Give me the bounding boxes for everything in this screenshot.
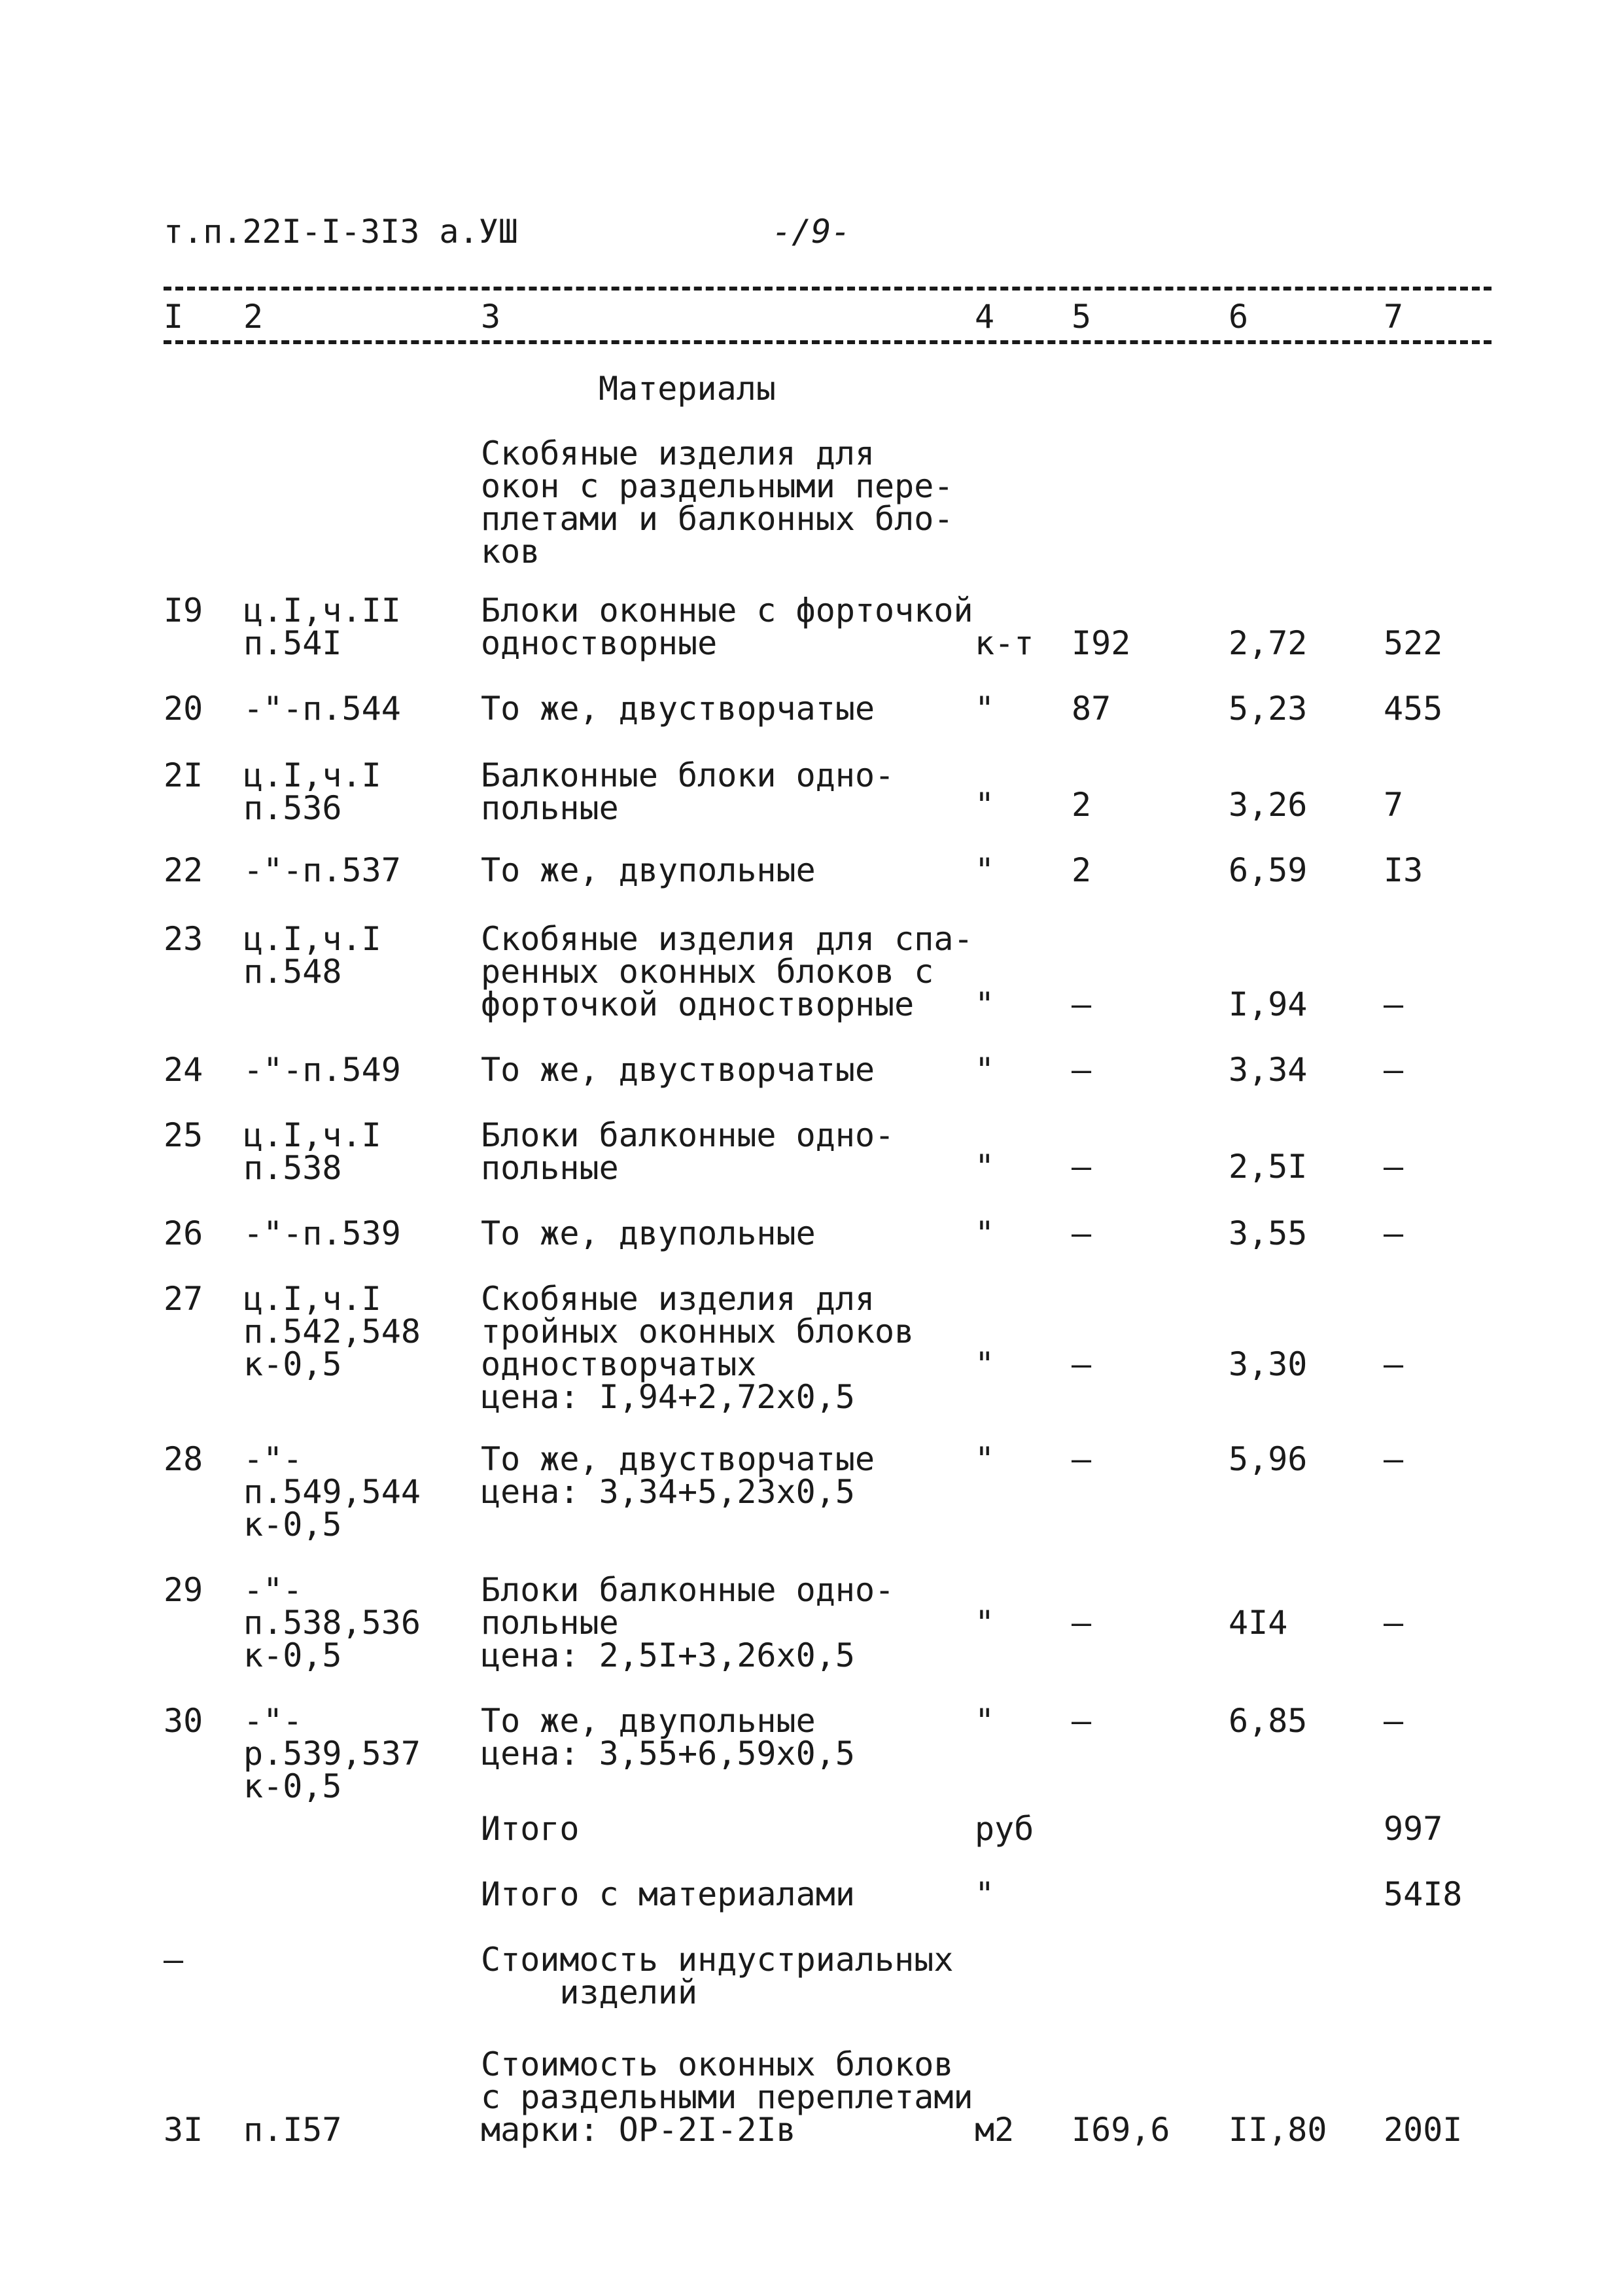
row-description: Балконные блоки одно- польные	[481, 756, 895, 827]
row-total: 455	[1384, 690, 1443, 728]
row-price: 6,85	[1229, 1702, 1308, 1740]
row-total: 200I	[1384, 2111, 1463, 2149]
row-price: 3,34	[1229, 1051, 1308, 1089]
row-reference: ц.I,ч.I п.538	[243, 1116, 381, 1187]
table-top-rule	[164, 287, 1492, 291]
table-row	[0, 1280, 1623, 1416]
row-number: 27	[164, 1280, 203, 1318]
row-quantity: 2	[1072, 851, 1092, 889]
table-row	[0, 690, 1623, 728]
row-reference: -"-п.537	[243, 851, 401, 889]
row-unit: руб	[975, 1810, 1034, 1848]
row-reference: -"- п.538,536 к-0,5	[243, 1571, 421, 1674]
row-unit: "	[975, 786, 995, 824]
document-reference: т.п.22I-I-3I3 а.УШ	[164, 213, 518, 251]
row-number: 24	[164, 1051, 203, 1089]
row-unit: "	[975, 1604, 995, 1642]
table-row-heading	[0, 1941, 1623, 2011]
row-unit: "	[975, 1148, 995, 1186]
row-number: —	[164, 1941, 184, 1979]
row-reference: -"-п.544	[243, 690, 401, 728]
row-reference: ц.I,ч.I п.548	[243, 920, 381, 991]
row-total: –	[1384, 1345, 1404, 1383]
row-description: То же, двустворчатые	[481, 1051, 875, 1089]
row-price: 5,96	[1229, 1440, 1308, 1478]
table-row	[0, 756, 1623, 827]
row-number: 3I	[164, 2111, 203, 2149]
column-header-4: 4	[975, 298, 995, 336]
row-price: I,94	[1229, 985, 1308, 1023]
row-unit: "	[975, 1051, 995, 1089]
row-price: 2,72	[1229, 624, 1308, 662]
row-quantity: –	[1072, 1345, 1092, 1383]
table-row	[0, 592, 1623, 662]
row-number: 20	[164, 690, 203, 728]
row-reference: ц.I,ч.I п.536	[243, 756, 381, 827]
table-row	[0, 1440, 1623, 1544]
row-description: То же, двупольные	[481, 851, 816, 889]
section-intro: Скобяные изделия для окон с раздельными пере- плетами и балконных бло- ков	[481, 434, 954, 571]
column-header-7: 7	[1384, 298, 1404, 336]
row-description: Блоки балконные одно- польные	[481, 1116, 895, 1187]
table-row	[0, 1571, 1623, 1674]
row-number: 25	[164, 1116, 203, 1154]
row-total: 7	[1384, 786, 1404, 824]
row-total: 54I8	[1384, 1875, 1463, 1913]
row-unit: "	[975, 1440, 995, 1478]
row-reference: ц.I,ч.II п.54I	[243, 592, 401, 662]
row-number: I9	[164, 592, 203, 629]
row-quantity: I69,6	[1072, 2111, 1170, 2149]
page-number: -/9-	[772, 213, 851, 251]
row-unit: м2	[975, 2111, 1015, 2149]
table-row-total	[0, 1810, 1623, 1848]
row-description: Итого с материалами	[481, 1875, 855, 1913]
row-quantity: –	[1072, 985, 1092, 1023]
row-reference: -"-п.539	[243, 1214, 401, 1252]
row-total: –	[1384, 1604, 1404, 1642]
table-row	[0, 920, 1623, 1023]
row-total: –	[1384, 1051, 1404, 1089]
table-header-rule	[164, 340, 1492, 344]
row-number: 22	[164, 851, 203, 889]
row-unit: к-т	[975, 624, 1034, 662]
row-total: –	[1384, 1214, 1404, 1252]
row-unit: "	[975, 1345, 995, 1383]
column-header-3: 3	[481, 298, 501, 336]
row-unit: "	[975, 851, 995, 889]
column-header-2: 2	[243, 298, 264, 336]
row-price: 2,5I	[1229, 1148, 1308, 1186]
row-total: –	[1384, 1702, 1404, 1740]
row-total: –	[1384, 985, 1404, 1023]
row-number: 2I	[164, 756, 203, 794]
row-reference: -"- р.539,537 к-0,5	[243, 1702, 421, 1805]
row-number: 28	[164, 1440, 203, 1478]
row-unit: "	[975, 1702, 995, 1740]
row-unit: "	[975, 985, 995, 1023]
column-header-5: 5	[1072, 298, 1092, 336]
table-row	[0, 1214, 1623, 1252]
row-description: То же, двупольные цена: 3,55+6,59х0,5	[481, 1702, 855, 1773]
table-row	[0, 1116, 1623, 1187]
row-unit: "	[975, 1214, 995, 1252]
row-quantity: –	[1072, 1440, 1092, 1478]
row-price: II,80	[1229, 2111, 1327, 2149]
column-header-6: 6	[1229, 298, 1249, 336]
row-total: I3	[1384, 851, 1423, 889]
table-row	[0, 2045, 1623, 2149]
row-total: 522	[1384, 624, 1443, 662]
row-price: 3,55	[1229, 1214, 1308, 1252]
row-unit: "	[975, 690, 995, 728]
row-number: 30	[164, 1702, 203, 1740]
row-description: То же, двустворчатые цена: 3,34+5,23х0,5	[481, 1440, 875, 1511]
column-header-1: I	[164, 298, 184, 336]
row-price: 5,23	[1229, 690, 1308, 728]
row-description: Блоки оконные с форточкой одностворные	[481, 592, 973, 662]
row-reference: ц.I,ч.I п.542,548 к-0,5	[243, 1280, 421, 1383]
row-quantity: –	[1072, 1051, 1092, 1089]
row-quantity: –	[1072, 1214, 1092, 1252]
row-quantity: –	[1072, 1148, 1092, 1186]
row-number: 26	[164, 1214, 203, 1252]
row-unit: "	[975, 1875, 995, 1913]
row-quantity: 2	[1072, 786, 1092, 824]
row-number: 23	[164, 920, 203, 958]
row-quantity: –	[1072, 1702, 1092, 1740]
row-description: Стоимость оконных блоков с раздельными переплетами марки: ОР-2I-2Iв	[481, 2045, 973, 2149]
row-total: 997	[1384, 1810, 1443, 1848]
table-row-total	[0, 1875, 1623, 1913]
row-description: То же, двустворчатые	[481, 690, 875, 728]
table-row	[0, 851, 1623, 889]
row-quantity: 87	[1072, 690, 1111, 728]
table-row	[0, 1051, 1623, 1089]
row-quantity: I92	[1072, 624, 1131, 662]
row-reference: -"- п.549,544 к-0,5	[243, 1440, 421, 1544]
section-title: Материалы	[599, 370, 776, 408]
row-reference: -"-п.549	[243, 1051, 401, 1089]
row-price: 4I4	[1229, 1604, 1288, 1642]
row-description: То же, двупольные	[481, 1214, 816, 1252]
table-row	[0, 1702, 1623, 1805]
row-description: Блоки балконные одно- польные цена: 2,5I+3,26х0,5	[481, 1571, 895, 1674]
row-quantity: –	[1072, 1604, 1092, 1642]
row-description: Скобяные изделия для спа- ренных оконных блоков с форточкой одностворные	[481, 920, 973, 1023]
row-total: –	[1384, 1440, 1404, 1478]
row-price: 3,30	[1229, 1345, 1308, 1383]
row-description: Скобяные изделия для тройных оконных блоков одностворчатых цена: I,94+2,72х0,5	[481, 1280, 915, 1416]
row-price: 3,26	[1229, 786, 1308, 824]
row-reference: п.I57	[243, 2111, 342, 2149]
row-number: 29	[164, 1571, 203, 1609]
row-price: 6,59	[1229, 851, 1308, 889]
row-description: Итого	[481, 1810, 580, 1848]
row-total: –	[1384, 1148, 1404, 1186]
row-description: Стоимость индустриальных изделий	[481, 1941, 954, 2011]
